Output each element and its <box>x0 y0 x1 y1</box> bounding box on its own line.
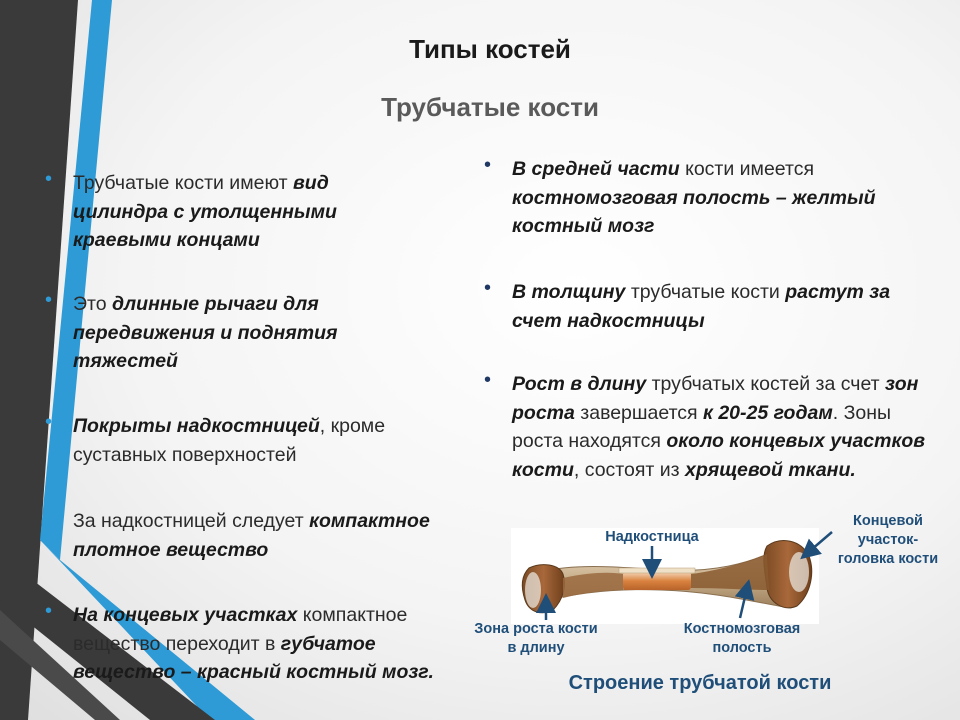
label-growth-zone <box>458 620 614 658</box>
bullet-dot-icon: • <box>484 277 492 299</box>
emphasis-text: В толщину <box>512 281 626 303</box>
emphasis-text: длинные рычаги для передвижения и поднятия тяжестей <box>73 293 338 372</box>
label-end-line-2: участок- <box>857 532 919 548</box>
bullet-text <box>512 281 890 332</box>
plain-text: , кроме суставных поверхностей <box>73 415 386 466</box>
right-bullet-1 <box>484 154 922 241</box>
bullet-dot-icon: • <box>484 154 492 176</box>
slide-title: Типы костей <box>409 34 571 64</box>
slide-subtitle: Трубчатые кости <box>381 92 599 122</box>
bullet-dot-icon: • <box>484 369 492 391</box>
left-bullet-4 <box>45 506 453 564</box>
emphasis-text: вид цилиндра с утолщенными краевыми концами <box>73 172 337 251</box>
plain-text: завершается <box>574 401 704 424</box>
bullet-dot-icon: • <box>45 168 53 190</box>
emphasis-text: к 20-25 годам <box>703 401 833 424</box>
label-marrow-cavity <box>664 620 820 658</box>
bullet-dot-icon: • <box>45 600 53 622</box>
left-bullet-2 <box>45 289 383 376</box>
bullet-text <box>512 158 876 237</box>
label-growth-line-2: в длину <box>507 640 565 656</box>
right-bullet-2 <box>484 277 932 335</box>
bullet-text <box>73 293 338 372</box>
plain-text: компактное вещество переходит в <box>73 604 408 655</box>
label-end-line-3: головка кости <box>837 551 939 567</box>
cartilage-right <box>789 552 809 592</box>
cartilage-left <box>525 572 541 608</box>
label-periosteum: Надкостница <box>605 529 699 545</box>
label-cavity-line-2: полость <box>712 640 772 656</box>
plain-text: За надкостницей следует <box>73 510 310 532</box>
emphasis-text: компактное плотное вещество <box>73 510 430 561</box>
label-end-section <box>818 512 958 569</box>
plain-text: трубчатые кости <box>625 281 786 303</box>
emphasis-text: Покрыты надкостницей <box>73 415 320 437</box>
diagram-caption: Строение трубчатой кости <box>568 672 832 694</box>
periosteum-layer <box>619 568 695 573</box>
label-cavity-line-1: Костномозговая <box>683 621 801 637</box>
label-end-line-1: Концевой <box>853 513 923 529</box>
bullet-text <box>73 510 430 561</box>
plain-text: Это <box>73 293 112 315</box>
label-growth-line-1: Зона роста кости <box>474 621 598 637</box>
marrow-cavity-left <box>563 573 623 598</box>
plain-text: Трубчатые кости имеют <box>73 172 293 194</box>
emphasis-text: зон роста <box>512 373 919 424</box>
emphasis-text: растут за счет надкостницы <box>512 281 891 332</box>
emphasis-text: губчатое вещество – красный костный мозг. <box>73 632 434 683</box>
emphasis-text: около концевых участков кости <box>512 430 926 481</box>
left-bullet-5 <box>45 600 468 687</box>
plain-text: трубчатых костей за счет <box>646 373 885 395</box>
bullet-dot-icon: • <box>45 506 53 528</box>
bullet-text <box>73 172 337 251</box>
bullet-text <box>512 373 925 481</box>
bullet-text <box>73 604 434 683</box>
emphasis-text: Рост в длину <box>512 373 647 395</box>
emphasis-text: В средней части <box>512 158 680 180</box>
emphasis-text: хрящевой ткани. <box>685 458 856 481</box>
bullet-dot-icon: • <box>45 411 53 433</box>
right-bullet-3 <box>484 369 932 484</box>
plain-text: , состоят из <box>573 458 686 481</box>
left-bullet-1 <box>45 168 383 255</box>
plain-text: кости имеется <box>679 158 815 180</box>
emphasis-text: На концевых участках <box>73 604 298 626</box>
emphasis-text: костномозговая полость – желтый костный мозг <box>512 186 876 237</box>
periosteum-cut <box>623 572 691 590</box>
bullet-text <box>73 415 385 466</box>
bullet-dot-icon: • <box>45 289 53 311</box>
plain-text: . Зоны роста находятся <box>512 401 892 452</box>
left-bullet-3 <box>45 411 433 469</box>
